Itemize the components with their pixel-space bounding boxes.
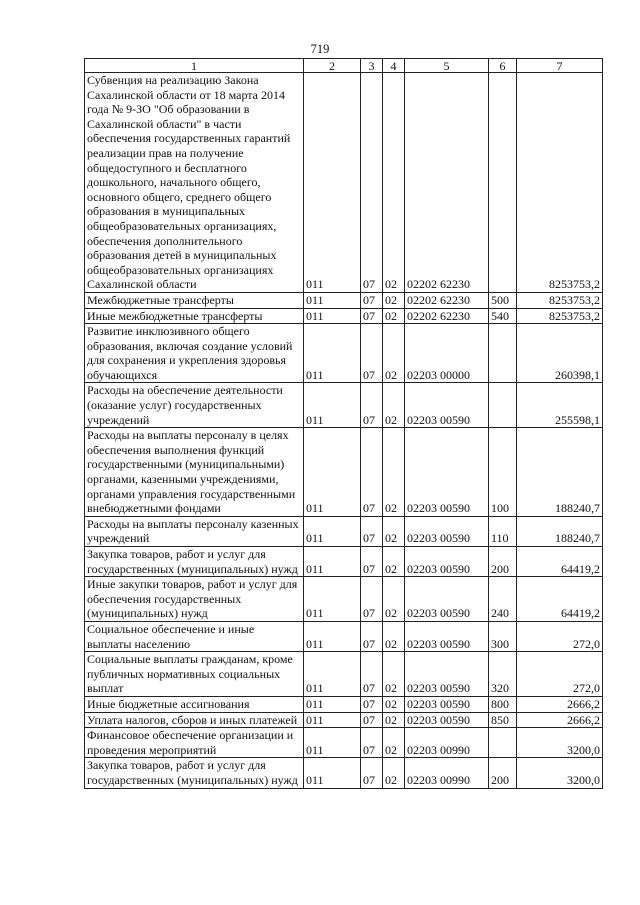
subsection-code-cell: 02 (383, 621, 405, 651)
ministry-code-cell: 011 (304, 383, 361, 428)
subsection-code-cell: 02 (383, 308, 405, 324)
item-name-cell: Развитие инклюзивного общего образования, включая создание условий для сохранения и укрепления здоровья обучающихся (85, 324, 304, 383)
expense-type-code-cell: 100 (489, 428, 517, 517)
section-code-cell: 07 (361, 621, 383, 651)
budget-table (84, 58, 603, 789)
ministry-code-cell: 011 (304, 516, 361, 546)
subsection-code-cell: 02 (383, 547, 405, 577)
expense-type-code-cell (489, 324, 517, 383)
item-name-cell: Социальные выплаты гражданам, кроме публичных нормативных социальных выплат (85, 652, 304, 697)
expense-type-code-cell: 200 (489, 758, 517, 788)
expense-type-code-cell (489, 73, 517, 293)
target-article-code-cell: 02203 00590 (405, 712, 489, 728)
ministry-code-cell: 011 (304, 758, 361, 788)
item-name-cell: Финансовое обеспечение организации и проведения мероприятий (85, 728, 304, 758)
ministry-code-cell: 011 (304, 308, 361, 324)
section-code-cell: 07 (361, 652, 383, 697)
expense-type-code-cell: 200 (489, 547, 517, 577)
section-code-cell: 07 (361, 324, 383, 383)
item-name-cell: Социальное обеспечение и иные выплаты населению (85, 621, 304, 651)
target-article-code-cell: 02202 62230 (405, 73, 489, 293)
table-row (85, 73, 603, 293)
item-name-cell: Иные закупки товаров, работ и услуг для обеспечения государственных (муниципальных) нужд (85, 577, 304, 622)
subsection-code-cell: 02 (383, 712, 405, 728)
table-row (85, 696, 603, 712)
target-article-code-cell: 02203 00590 (405, 547, 489, 577)
item-name-cell: Межбюджетные трансферты (85, 292, 304, 308)
table-row (85, 758, 603, 788)
subsection-code-cell: 02 (383, 324, 405, 383)
target-article-code-cell: 02203 00000 (405, 324, 489, 383)
expense-type-code-cell: 110 (489, 516, 517, 546)
table-row (85, 621, 603, 651)
amount-cell: 255598,1 (517, 383, 603, 428)
target-article-code-cell: 02203 00990 (405, 758, 489, 788)
item-name-cell: Расходы на обеспечение деятельности (оказание услуг) государственных учреждений (85, 383, 304, 428)
section-code-cell: 07 (361, 547, 383, 577)
table-row (85, 652, 603, 697)
item-name-cell: Закупка товаров, работ и услуг для государственных (муниципальных) нужд (85, 758, 304, 788)
column-header: 2 (304, 59, 361, 73)
table-row (85, 516, 603, 546)
ministry-code-cell: 011 (304, 712, 361, 728)
amount-cell: 8253753,2 (517, 292, 603, 308)
table-row (85, 547, 603, 577)
column-header: 7 (517, 59, 603, 73)
table-row (85, 728, 603, 758)
table-row (85, 428, 603, 517)
expense-type-code-cell: 500 (489, 292, 517, 308)
amount-cell: 8253753,2 (517, 73, 603, 293)
table-row (85, 712, 603, 728)
target-article-code-cell: 02202 62230 (405, 292, 489, 308)
target-article-code-cell: 02203 00990 (405, 728, 489, 758)
amount-cell: 2666,2 (517, 712, 603, 728)
target-article-code-cell: 02203 00590 (405, 652, 489, 697)
ministry-code-cell: 011 (304, 324, 361, 383)
header-row (85, 59, 603, 73)
ministry-code-cell: 011 (304, 728, 361, 758)
target-article-code-cell: 02203 00590 (405, 516, 489, 546)
column-header: 6 (489, 59, 517, 73)
target-article-code-cell: 02202 62230 (405, 308, 489, 324)
section-code-cell: 07 (361, 516, 383, 546)
section-code-cell: 07 (361, 428, 383, 517)
amount-cell: 260398,1 (517, 324, 603, 383)
item-name-cell: Субвенция на реализацию Закона Сахалинской области от 18 марта 2014 года № 9-ЗО "Об образовании в Сахалинской области" в части обеспечения государственных гарантий реализации прав на получение общедоступного и бесплатного дошкольного, начального общего, основного общего, среднего общего образования в муниципальных общеобразовательных организациях, обеспечения дополнительного образования детей в муниципальных общеобразовательных организациях Сахалинской области (85, 73, 304, 293)
expense-type-code-cell: 540 (489, 308, 517, 324)
subsection-code-cell: 02 (383, 758, 405, 788)
section-code-cell: 07 (361, 308, 383, 324)
target-article-code-cell: 02203 00590 (405, 428, 489, 517)
ministry-code-cell: 011 (304, 577, 361, 622)
subsection-code-cell: 02 (383, 73, 405, 293)
expense-type-code-cell: 850 (489, 712, 517, 728)
amount-cell: 8253753,2 (517, 308, 603, 324)
section-code-cell: 07 (361, 73, 383, 293)
table-row (85, 292, 603, 308)
ministry-code-cell: 011 (304, 621, 361, 651)
subsection-code-cell: 02 (383, 728, 405, 758)
amount-cell: 64419,2 (517, 577, 603, 622)
expense-type-code-cell: 240 (489, 577, 517, 622)
amount-cell: 2666,2 (517, 696, 603, 712)
amount-cell: 188240,7 (517, 428, 603, 517)
item-name-cell: Расходы на выплаты персоналу казенных учреждений (85, 516, 304, 546)
amount-cell: 272,0 (517, 652, 603, 697)
subsection-code-cell: 02 (383, 696, 405, 712)
ministry-code-cell: 011 (304, 696, 361, 712)
expense-type-code-cell: 300 (489, 621, 517, 651)
column-header: 1 (85, 59, 304, 73)
page-number: 719 (310, 42, 330, 56)
ministry-code-cell: 011 (304, 652, 361, 697)
section-code-cell: 07 (361, 728, 383, 758)
subsection-code-cell: 02 (383, 652, 405, 697)
item-name-cell: Уплата налогов, сборов и иных платежей (85, 712, 304, 728)
column-header: 4 (383, 59, 405, 73)
subsection-code-cell: 02 (383, 292, 405, 308)
subsection-code-cell: 02 (383, 383, 405, 428)
table-row (85, 383, 603, 428)
amount-cell: 3200,0 (517, 728, 603, 758)
item-name-cell: Иные бюджетные ассигнования (85, 696, 304, 712)
item-name-cell: Иные межбюджетные трансферты (85, 308, 304, 324)
section-code-cell: 07 (361, 383, 383, 428)
amount-cell: 64419,2 (517, 547, 603, 577)
expense-type-code-cell (489, 383, 517, 428)
amount-cell: 188240,7 (517, 516, 603, 546)
expense-type-code-cell: 320 (489, 652, 517, 697)
table-row (85, 308, 603, 324)
subsection-code-cell: 02 (383, 428, 405, 517)
ministry-code-cell: 011 (304, 428, 361, 517)
item-name-cell: Расходы на выплаты персоналу в целях обеспечения выполнения функций государственными (муниципальными) органами, казенными учреждениями, органами управления государственными внебюджетными фондами (85, 428, 304, 517)
section-code-cell: 07 (361, 758, 383, 788)
column-header: 5 (405, 59, 489, 73)
target-article-code-cell: 02203 00590 (405, 696, 489, 712)
target-article-code-cell: 02203 00590 (405, 577, 489, 622)
table-row (85, 577, 603, 622)
subsection-code-cell: 02 (383, 577, 405, 622)
subsection-code-cell: 02 (383, 516, 405, 546)
ministry-code-cell: 011 (304, 292, 361, 308)
item-name-cell: Закупка товаров, работ и услуг для государственных (муниципальных) нужд (85, 547, 304, 577)
section-code-cell: 07 (361, 292, 383, 308)
table-row (85, 324, 603, 383)
section-code-cell: 07 (361, 712, 383, 728)
target-article-code-cell: 02203 00590 (405, 621, 489, 651)
expense-type-code-cell: 800 (489, 696, 517, 712)
column-header: 3 (361, 59, 383, 73)
expense-type-code-cell (489, 728, 517, 758)
section-code-cell: 07 (361, 696, 383, 712)
amount-cell: 3200,0 (517, 758, 603, 788)
ministry-code-cell: 011 (304, 547, 361, 577)
ministry-code-cell: 011 (304, 73, 361, 293)
section-code-cell: 07 (361, 577, 383, 622)
target-article-code-cell: 02203 00590 (405, 383, 489, 428)
amount-cell: 272,0 (517, 621, 603, 651)
